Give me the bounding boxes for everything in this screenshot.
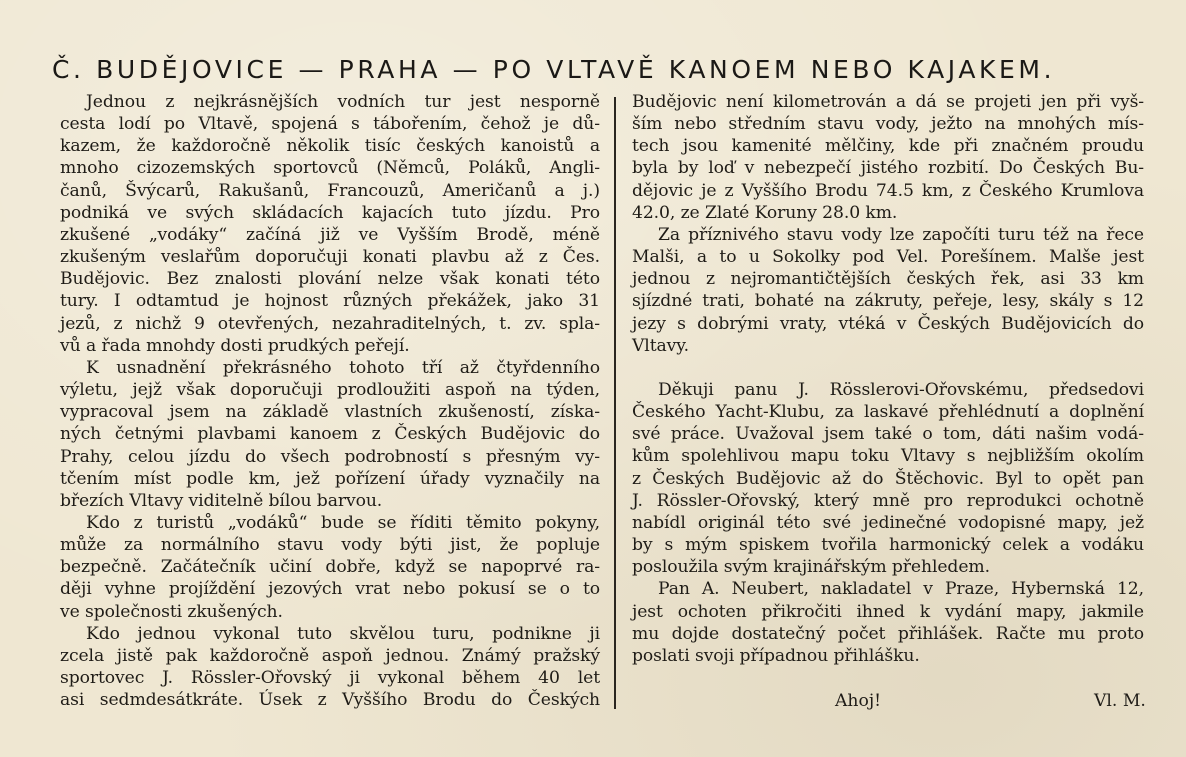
text-line: ději vyhne projíždění jezových vrat nebo pokusí se o to: [60, 579, 600, 600]
right-column: [632, 91, 1144, 667]
text-line: Prahy, celou jízdu do všech podrobností s přesným vy-: [60, 446, 600, 467]
text-line: asi sedmdesátkráte. Úsek z Vyššího Brodu do Českých: [60, 690, 600, 711]
text-line: tech jsou kamenité mělčiny, kde při značném proudu: [632, 136, 1144, 157]
text-line: posloužila svým krajinářským přehledem.: [632, 557, 990, 578]
text-line: Kdo jednou vykonal tuto skvělou turu, podnikne ji: [86, 623, 600, 644]
text-line: by s mým spiskem tvořila harmonický celek a vodáku: [632, 535, 1144, 556]
text-line: Budějovic. Bez znalosti plování nelze však konati této: [60, 269, 600, 290]
text-line: kazem, že každoročně několik tisíc českých kanoistů a: [60, 136, 600, 157]
text-line: nabídl originál této své jedinečné vodopisné mapy, jež: [632, 512, 1144, 533]
text-line: Budějovic není kilometrován a dá se projeti jen při vyš-: [632, 92, 1144, 112]
text-line: kům spolehlivou mapu toku Vltavy s nejbližším okolím: [632, 446, 1144, 467]
text-line: jezů, z nichž 9 otevřených, nezahraditelných, t. zv. spla-: [60, 313, 600, 334]
text-line: ve společnosti zkušených.: [60, 601, 283, 622]
text-line: jest ochoten přikročiti ihned k vydání mapy, jakmile: [632, 601, 1144, 622]
text-line: podniká ve svých skládacích kajacích tuto jízdu. Pro: [60, 202, 600, 223]
text-line: cesta lodí po Vltavě, spojená s tábořením, čehož je dů-: [60, 114, 600, 135]
text-line: vů a řada mnohdy dosti prudkých peřejí.: [60, 335, 410, 356]
text-line: Vltavy.: [632, 335, 689, 356]
text-line: tury. I odtamtud je hojnost různých překážek, jako 31: [60, 291, 600, 312]
text-line: sjízdné trati, bohaté na zákruty, peřeje, lesy, skály s 12: [632, 291, 1144, 312]
text-line: zkušené „vodáky“ začíná již ve Vyšším Brodě, méně: [60, 224, 600, 245]
text-line: Kdo z turistů „vodáků“ bude se říditi těmito pokyny,: [86, 512, 600, 533]
text-line: zcela jistě pak každoročně aspoň jednou. Známý pražský: [60, 645, 600, 666]
text-line: z Českých Budějovic až do Štěchovic. Byl to opět pan: [632, 468, 1144, 489]
text-line: výletu, jejž však doporučuji prodloužiti aspoň na týden,: [60, 380, 600, 401]
signature-greeting: Ahoj!: [835, 691, 882, 711]
text-line: Jednou z nejkrásnějších vodních tur jest nesporně: [86, 92, 600, 112]
text-line: dějovic je z Vyššího Brodu 74.5 km, z Českého Krumlova: [632, 180, 1144, 201]
text-line: jezy s dobrými vraty, vtéká v Českých Budějovicích do: [632, 313, 1144, 334]
text-line: sportovec J. Rössler-Ořovský ji vykonal během 40 let: [60, 668, 600, 689]
text-line: K usnadnění překrásného tohoto tří až čtyřdenního: [86, 357, 600, 378]
text-line: vypracoval jsem na základě vlastních zkušeností, získa-: [60, 402, 600, 423]
text-line: může za normálního stavu vody býti jist, že popluje: [60, 535, 600, 556]
text-line: Malši, a to u Sokolky pod Vel. Porešínem. Malše jest: [632, 247, 1144, 268]
text-line: zkušeným veslařům doporučuji konati plavbu až z Čes.: [60, 247, 600, 268]
text-line: mnoho cizozemských sportovců (Němců, Poláků, Angli-: [60, 158, 600, 179]
text-line: Děkuji panu J. Rösslerovi-Ořovskému, předsedovi: [658, 380, 1144, 401]
left-column: [60, 91, 600, 711]
text-line: Českého Yacht-Klubu, za laskavé přehlédnutí a doplnění: [632, 402, 1144, 423]
text-line: mu dojde dostatečný počet přihlášek. Račte mu proto: [632, 623, 1144, 644]
text-line: J. Rössler-Ořovský, který mně pro reprodukci ochotně: [632, 490, 1144, 511]
text-line: byla by loď v nebezpečí jistého rozbití. Do Českých Bu-: [632, 158, 1144, 179]
text-line: čanů, Švýcarů, Rakušanů, Francouzů, Američanů a j.): [60, 180, 600, 201]
text-line: bezpečně. Začátečník učiní dobře, když se napoprvé ra-: [60, 557, 600, 578]
text-line: březích Vltavy viditelně bílou barvou.: [60, 490, 383, 511]
paragraph-gap: [632, 357, 1144, 379]
text-line: jednou z nejromantičtějších českých řek, asi 33 km: [632, 269, 1144, 290]
text-line: 42.0, ze Zlaté Koruny 28.0 km.: [632, 202, 898, 223]
column-divider: [614, 97, 616, 709]
text-line: Za příznivého stavu vody lze započíti turu též na řece: [658, 224, 1144, 245]
article-title: Č. BUDĚJOVICE — PRAHA — PO VLTAVĚ KANOEM NEBO KAJAKEM.: [52, 55, 1056, 84]
signature-initials: Vl. M.: [1094, 691, 1146, 711]
text-line: Pan A. Neubert, nakladatel v Praze, Hybernská 12,: [658, 579, 1144, 600]
text-line: ším nebo středním stavu vody, ježto na mnohých mís-: [632, 114, 1144, 135]
text-line: poslati svoji případnou přihlášku.: [632, 645, 920, 666]
text-line: tčením míst podle km, jež pořízení úřady vyznačily na: [60, 468, 600, 489]
text-line: ných četnými plavbami kanoem z Českých Budějovic do: [60, 424, 600, 445]
text-line: své práce. Uvažoval jsem také o tom, dáti našim vodá-: [632, 424, 1144, 445]
